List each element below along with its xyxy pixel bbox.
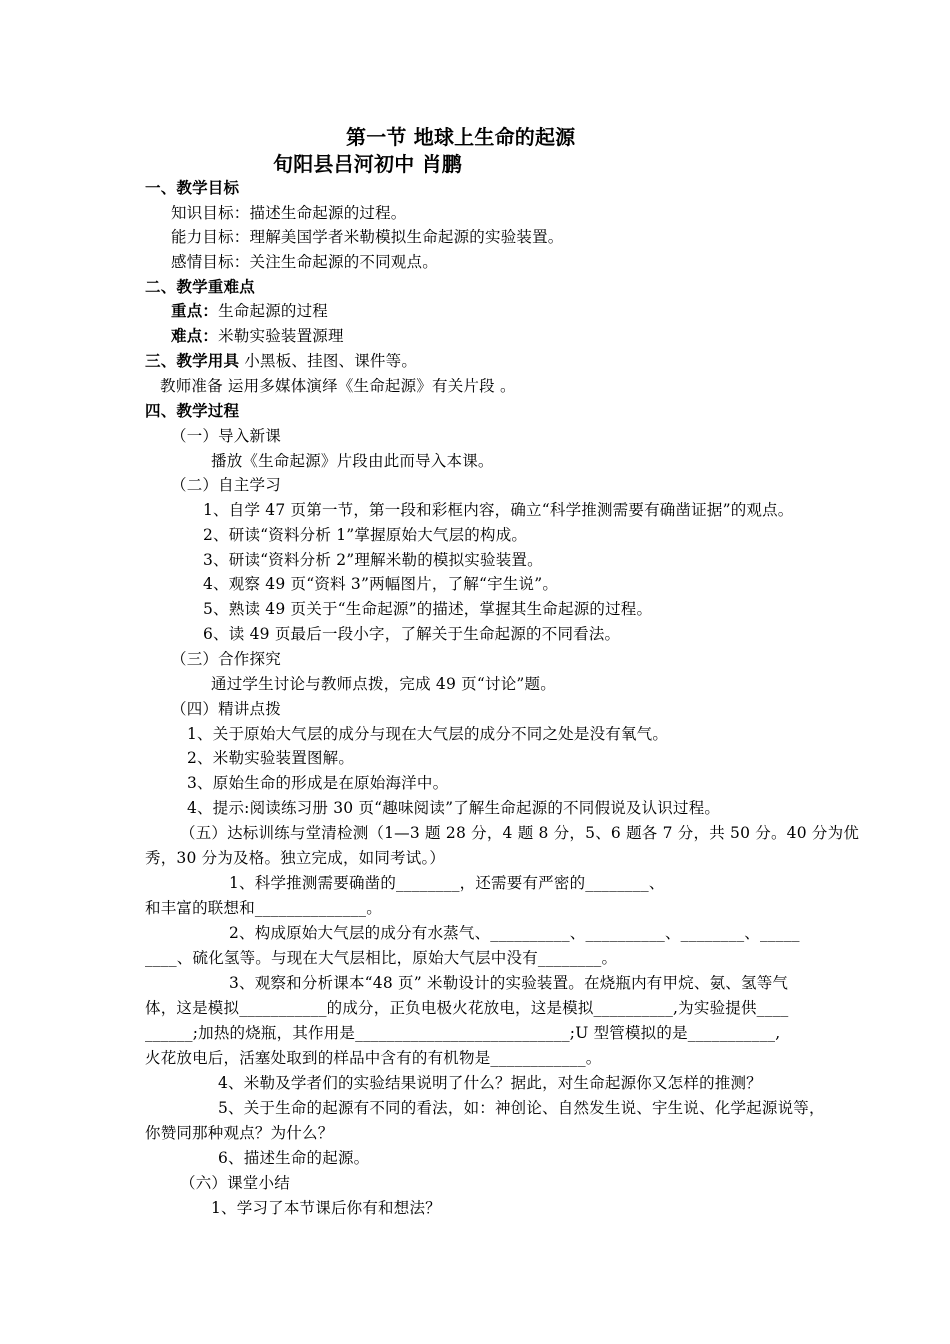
key-point-line [171,300,328,322]
section-4-heading: 四、教学过程 [145,401,240,420]
self-study-item: 1、自学 47 页第一节，第一段和彩框内容，确立“科学推测需要有确凿证据”的观点。 [203,501,794,519]
part-5-heading: （五）达标训练与堂清检测（1—3 题 28 分，4 题 8 分，5、6 题各 7 分，共 50 分。40 分为优 [180,824,860,842]
part-2-heading: （二）自主学习 [171,476,281,494]
question-2-continued: ____、硫化氢等。与现在大气层相比，原始大气层中没有________。 [145,949,618,967]
question-5-continued: 你赞同那种观点？为什么？ [145,1124,334,1142]
section-1-heading: 一、教学目标 [145,178,240,197]
self-study-item: 5、熟读 49 页关于“生命起源”的描述，掌握其生命起源的过程。 [203,600,653,618]
section-3-line [145,350,417,372]
difficulty-line [171,325,344,347]
author-line: 旬阳县吕河初中 肖鹏 [273,152,462,176]
teaching-tools: 小黑板、挂图、课件等。 [239,352,418,370]
self-study-item: 3、研读“资料分析 2”理解米勒的模拟实验装置。 [203,551,543,569]
self-study-item: 6、读 49 页最后一段小字，了解关于生命起源的不同看法。 [203,625,621,643]
part-6-heading: （六）课堂小结 [180,1174,290,1192]
question-2: 2、构成原始大气层的成分有水蒸气、__________、__________、________、_____ [229,924,800,942]
key-explanation-item: 2、米勒实验装置图解。 [187,749,355,767]
part-4-heading: （四）精讲点拨 [171,700,281,718]
section-3-heading: 三、教学用具 [145,351,240,370]
question-1-continued: 和丰富的联想和______________。 [145,899,382,917]
question-3: 3、观察和分析课本“48 页” 米勒设计的实验装置。在烧瓶内有甲烷、氨、氢等气 [229,974,789,992]
section-2-heading: 二、教学重难点 [145,277,255,296]
difficulty-label: 难点： [171,326,219,345]
part-5-heading-continued: 秀，30 分为及格。独立完成，如同考试。） [145,849,446,867]
question-4: 4、米勒及学者们的实验结果说明了什么？据此，对生命起源你又怎样的推测？ [218,1074,762,1092]
key-explanation-item: 4、提示:阅读练习册 30 页“趣味阅读”了解生命起源的不同假说及认识过程。 [187,799,721,817]
objective-ability: 能力目标：理解美国学者米勒模拟生命起源的实验装置。 [171,228,564,246]
page-title: 第一节 地球上生命的起源 [346,125,576,149]
question-3-continued: 火花放电后，活塞处取到的样品中含有的有机物是____________。 [145,1049,602,1067]
question-3-continued: 体，这是模拟___________的成分，正负电极火花放电，这是模拟__________,为实验提供____ [145,999,789,1017]
part-1-text: 播放《生命起源》片段由此而导入本课。 [211,452,494,470]
question-3-continued: ______;加热的烧瓶，其作用是___________________________;U 型管模拟的是___________, [145,1024,781,1042]
question-5: 5、关于生命的起源有不同的看法，如：神创论、自然发生说、宇生说、化学起源说等， [218,1099,825,1117]
difficulty-text: 米勒实验装置源理 [218,327,344,345]
objective-emotion: 感情目标：关注生命起源的不同观点。 [171,253,438,271]
question-1: 1、科学推测需要确凿的________，还需要有严密的________、 [229,874,665,892]
teacher-preparation: 教师准备 运用多媒体演绎《生命起源》有关片段 。 [160,377,516,395]
key-point-text: 生命起源的过程 [218,302,329,320]
self-study-item: 2、研读“资料分析 1”掌握原始大气层的构成。 [203,526,528,544]
part-1-heading: （一）导入新课 [171,427,281,445]
self-study-item: 4、观察 49 页“资料 3”两幅图片，了解“宇生说”。 [203,575,559,593]
part-3-heading: （三）合作探究 [171,650,281,668]
question-6: 6、描述生命的起源。 [218,1149,370,1167]
key-explanation-item: 3、原始生命的形成是在原始海洋中。 [187,774,449,792]
key-point-label: 重点： [171,301,219,320]
summary-item: 1、学习了本节课后你有和想法？ [211,1199,441,1217]
part-3-text: 通过学生讨论与教师点拨，完成 49 页“讨论”题。 [211,675,556,693]
objective-knowledge: 知识目标：描述生命起源的过程。 [171,204,407,222]
key-explanation-item: 1、关于原始大气层的成分与现在大气层的成分不同之处是没有氧气。 [187,725,669,743]
